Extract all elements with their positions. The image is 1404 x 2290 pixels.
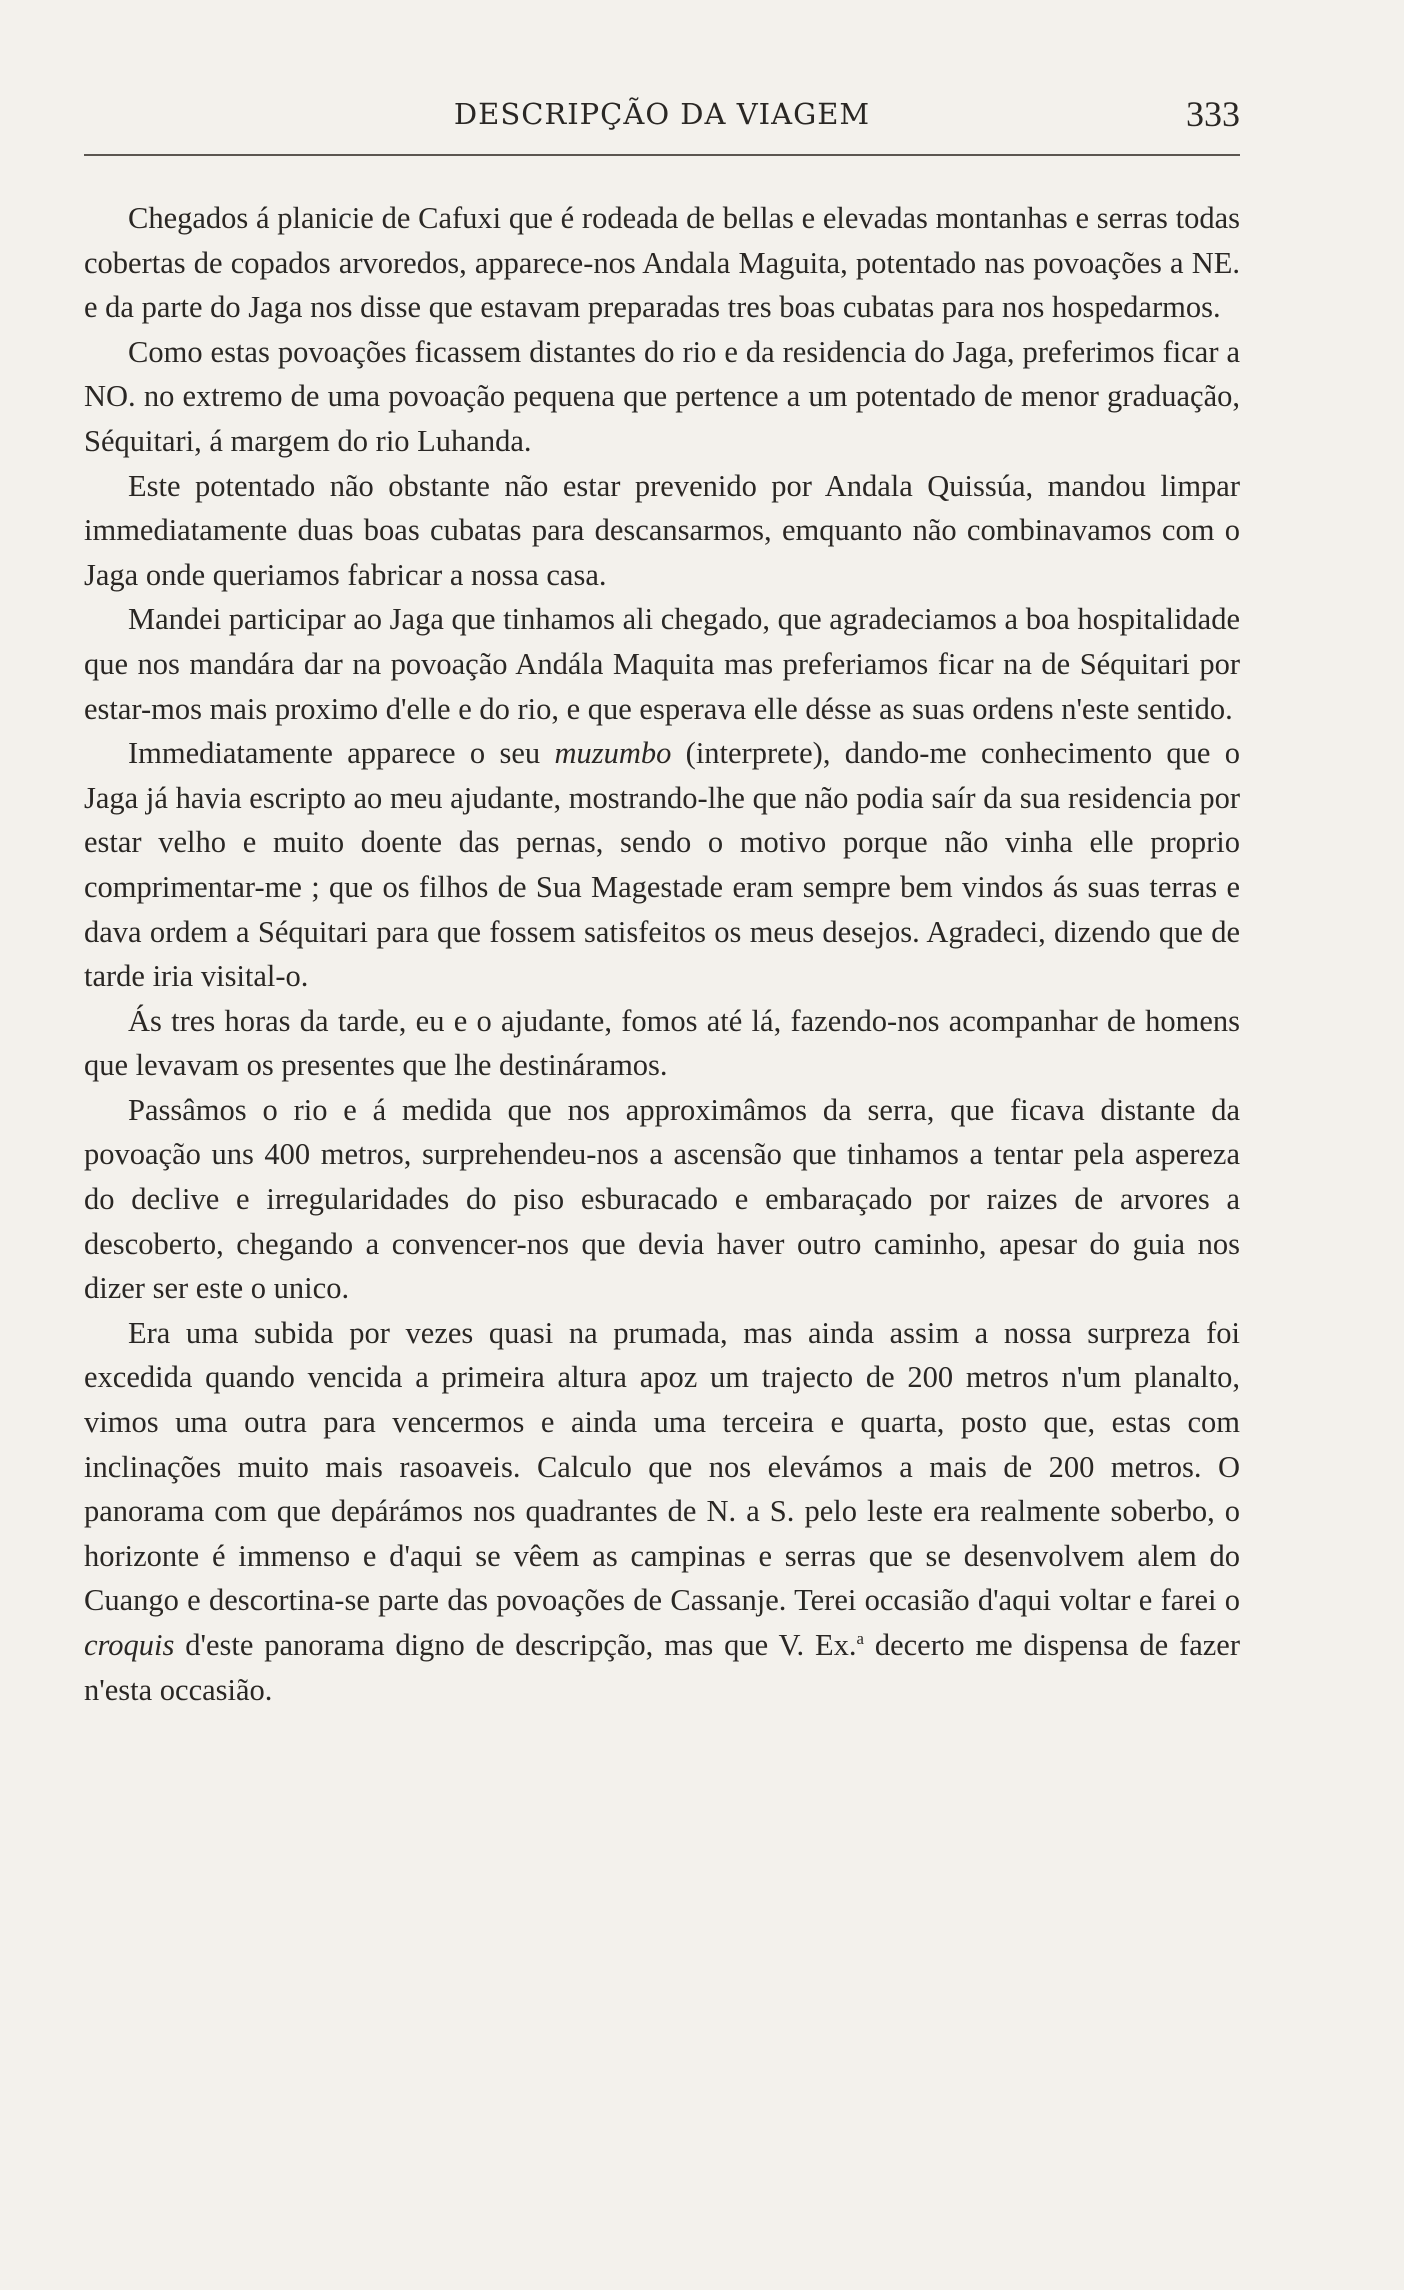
paragraph	[84, 731, 1240, 999]
header-rule	[84, 154, 1240, 156]
page-number: 333	[1186, 94, 1240, 134]
body-text	[84, 196, 1240, 1712]
paragraph: Ás tres horas da tarde, eu e o ajudante, fomos até lá, fazendo-nos acompanhar de homens que levavam os presentes que lhe destináramos.	[84, 1003, 1240, 1083]
italic-term: croquis	[84, 1628, 175, 1662]
page-header	[84, 92, 1240, 136]
running-title: DESCRIPÇÃO DA VIAGEM	[453, 97, 871, 131]
superscript: a	[856, 1628, 864, 1648]
paragraph: Como estas povoações ficassem distantes do rio e da residencia do Jaga, preferimos ficar a NO. no extremo de uma povoação pequena que pertence a um potentado de menor graduação, Séquitari, á margem do rio Luhanda.	[84, 334, 1240, 458]
paragraph	[84, 1311, 1240, 1712]
paragraph: Passâmos o rio e á medida que nos approximâmos da serra, que ficava distante da povoação uns 400 metros, surprehendeu-nos a ascensão que tinhamos a tentar pela aspereza do declive e irregularidades do piso esburacado e embaraçado por raizes de arvores a descoberto, chegando a convencer-nos que devia haver outro caminho, apesar do guia nos dizer ser este o unico.	[84, 1092, 1240, 1306]
paragraph-text: decerto me dispensa de fazer n'esta occasião.	[84, 1628, 1240, 1707]
paragraph: Chegados á planicie de Cafuxi que é rodeada de bellas e elevadas montanhas e serras todas cobertas de copados arvoredos, apparece-nos Andala Maguita, potentado nas povoações a NE. e da parte do Jaga nos disse que estavam preparadas tres boas cubatas para nos hospedarmos.	[84, 201, 1240, 325]
paragraph: Este potentado não obstante não estar prevenido por Andala Quissúa, mandou limpar immediatamente duas boas cubatas para descansarmos, emquanto não combinavamos com o Jaga onde queriamos fabricar a nossa casa.	[84, 468, 1240, 592]
paragraph: Mandei participar ao Jaga que tinhamos ali chegado, que agradeciamos a boa hospitalidade que nos mandára dar na povoação Andála Maquita mas preferiamos ficar na de Séquitari por estar-mos mais proximo d'elle e do rio, e que esperava elle désse as suas ordens n'este sentido.	[84, 602, 1240, 726]
paragraph-text: d'este panorama digno de descripção, mas que V. Ex.	[174, 1628, 857, 1662]
paragraph-text: Era uma subida por vezes quasi na prumada, mas ainda assim a nossa surpreza foi excedida quando vencida a primeira altura apoz um trajecto de 200 metros n'um planalto, vimos uma outra para vencermos e ainda uma terceira e quarta, posto que, estas com inclinações muito mais rasoaveis. Calculo que nos elevámos a mais de 200 metros. O panorama com que depárámos nos quadrantes de N. a S. pelo leste era realmente soberbo, o horizonte é immenso e d'aqui se vêem as campinas e serras que se desenvolvem alem do Cuango e descortina-se parte das povoações de Cassanje. Terei occasião d'aqui voltar e farei o	[84, 1315, 1240, 1618]
paragraph-text: Immediatamente apparece o seu	[128, 736, 555, 771]
italic-term: muzumbo	[554, 736, 672, 771]
paragraph-text: (interprete), dando-me conhecimento que o Jaga já havia escripto ao meu ajudante, mostrando-lhe que não podia saír da sua residencia por estar velho e muito doente das pernas, sendo o motivo porque não vinha elle proprio comprimentar-me ; que os filhos de Sua Magestade eram sempre bem vindos ás suas terras e dava ordem a Séquitari para que fossem satisfeitos os meus desejos. Agradeci, dizendo que de tarde iria visital-o.	[84, 736, 1241, 994]
